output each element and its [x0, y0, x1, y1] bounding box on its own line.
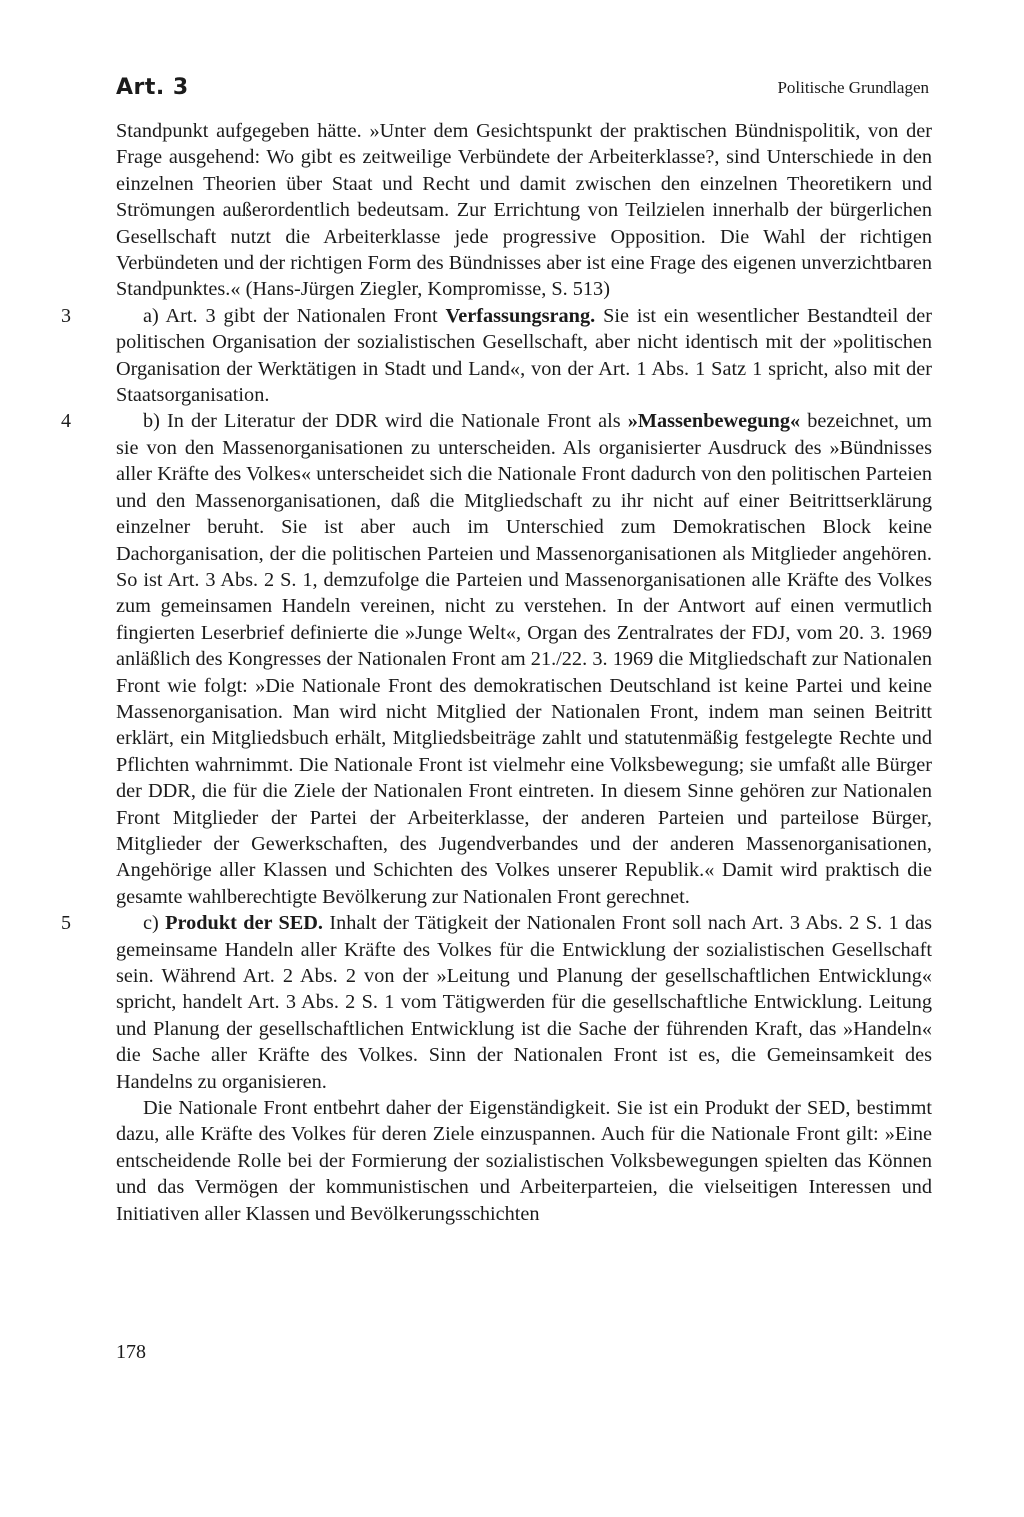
paragraph-text: Sie ist ein wesentlicher Bestandteil der politischen Organisation der sozialistischen Gesellschaft, aber nicht identisch mit der »politischen Organisation der Werktätigen in Stadt und Land«, von der Art. 1 Abs. 1 Satz 1 spricht, also mit der Staatsorganisation. [116, 304, 933, 407]
paragraph-text: Die Nationale Front entbehrt daher der Eigenständigkeit. Sie ist ein Produkt der SED, bestimmt dazu, alle Kräfte des Volkes für deren Ziele einzuspannen. Auch für die Nationale Front gilt: »Eine entscheidende Rolle bei der Formierung der sozialistischen Volksbewegungen spielten das Können und das Vermögen der kommunistischen und Arbeiterparteien, die vielseitigen Interessen und Initiativen aller Klassen und Bevölkerungsschichten [116, 1097, 932, 1225]
page-number: 178 [116, 1341, 146, 1363]
margin-number: 3 [61, 304, 71, 327]
margin-number: 5 [61, 912, 71, 935]
paragraph-lead: c) [143, 912, 166, 935]
paragraph-4 [61, 408, 933, 910]
margin-number: 4 [61, 410, 71, 433]
paragraph-lead: b) In der Literatur der DDR wird die Nationale Front als [143, 410, 628, 433]
paragraph-keyword: Verfassungsrang. [445, 304, 596, 327]
article-heading: Art. 3 [116, 75, 189, 100]
paragraph-lead: a) Art. 3 gibt der Nationalen Front [143, 304, 446, 327]
paragraph-text: bezeichnet, um sie von den Massenorganisationen zu unterscheiden. Als organisierter Ausdruck des »Bündnisses aller Kräfte des Volkes« unterscheidet sich die Nationale Front dadurch von den politischen Parteien und den Massenorganisationen, daß die Mitgliedschaft zu ihr nicht auf einer Beitrittserklärung einzelner beruht. Sie ist aber auch im Unterschied zum Demokratischen Block keine Dachorganisation, der die politischen Parteien und Massenorganisationen als Mitglieder angehören. So ist Art. 3 Abs. 2 S. 1, demzufolge die Parteien und Massenorganisationen alle Kräfte des Volkes zum gemeinsamen Handeln vereinen, nicht zu verstehen. In der Antwort auf einen vermutlich fingierten Leserbrief definierte die »Junge Welt«, Organ des Zentralrates der FDJ, vom 20. 3. 1969 anläßlich des Kongresses der Nationalen Front am 21./22. 3. 1969 die Mitgliedschaft zur Nationalen Front wie folgt: »Die Nationale Front des demokratischen Deutschland ist keine Partei und keine Massenorganisation. Man wird nicht Mitglied der Nationalen Front, indem man seinen Beitritt erklärt, ein Mitgliedsbuch erhält, Mitgliedsbeiträge zahlt und statutenmäßig festgelegte Rechte und Pflichten wahrnimmt. Die Nationale Front ist vielmehr eine Volksbewegung; sie umfaßt alle Bürger der DDR, die für die Ziele der Nationalen Front eintreten. In diesem Sinne gehören zur Nationalen Front Mitglieder der Partei der Arbeiterklasse, der anderen Parteien und parteilose Bürger, Mitglieder der Gewerkschaften, des Jugendverbandes und der anderen Massenorganisationen, Angehörige aller Klassen und Schichten des Volkes unserer Republik.« Damit wird praktisch die gesamte wahlberechtigte Bevölkerung zur Nationalen Front gerechnet. [116, 410, 933, 908]
running-head: Politische Grundlagen [777, 78, 929, 97]
body-text [61, 118, 933, 1227]
paragraph-continuation [116, 118, 932, 303]
paragraph-keyword: »Massenbewegung« [627, 410, 801, 433]
paragraph-followup [116, 1095, 932, 1227]
paragraph-5 [61, 910, 933, 1095]
paragraph-keyword: Produkt der SED. [165, 912, 323, 935]
paragraph-text: Standpunkt aufgegeben hätte. »Unter dem Gesichtspunkt der praktischen Bündnispolitik, von der Frage ausgehend: Wo gibt es zeitweilige Verbündete der Arbeiterklasse?, sind Unterschiede in den einzelnen Theorien über Staat und Recht und damit zwischen den einzelnen Theoretikern und Strömungen außerordentlich bedeutsam. Zur Errichtung von Teilzielen innerhalb der bürgerlichen Gesellschaft nutzt die Arbeiterklasse jede progressive Opposition. Die Wahl der richtigen Verbündeten und der richtigen Form des Bündnisses aber ist eine Frage des eigenen unverzichtbaren Standpunktes.« (Hans-Jürgen Ziegler, Kompromisse, S. 513) [116, 120, 932, 301]
paragraph-3 [61, 303, 933, 409]
paragraph-text: Inhalt der Tätigkeit der Nationalen Front soll nach Art. 3 Abs. 2 S. 1 das gemeinsame Handeln aller Kräfte des Volkes für die Entwicklung der sozialistischen Gesellschaft sein. Während Art. 2 Abs. 2 von der »Leitung und Planung der gesellschaftlichen Entwicklung« spricht, handelt Art. 3 Abs. 2 S. 1 vom Tätigwerden für die gesellschaftliche Entwicklung. Leitung und Planung der gesellschaftlichen Entwicklung ist die Sache der führenden Kraft, das »Handeln« die Sache aller Kräfte des Volkes. Sinn der Nationalen Front ist es, die Gemeinsamkeit des Handelns zu organisieren. [116, 912, 933, 1093]
